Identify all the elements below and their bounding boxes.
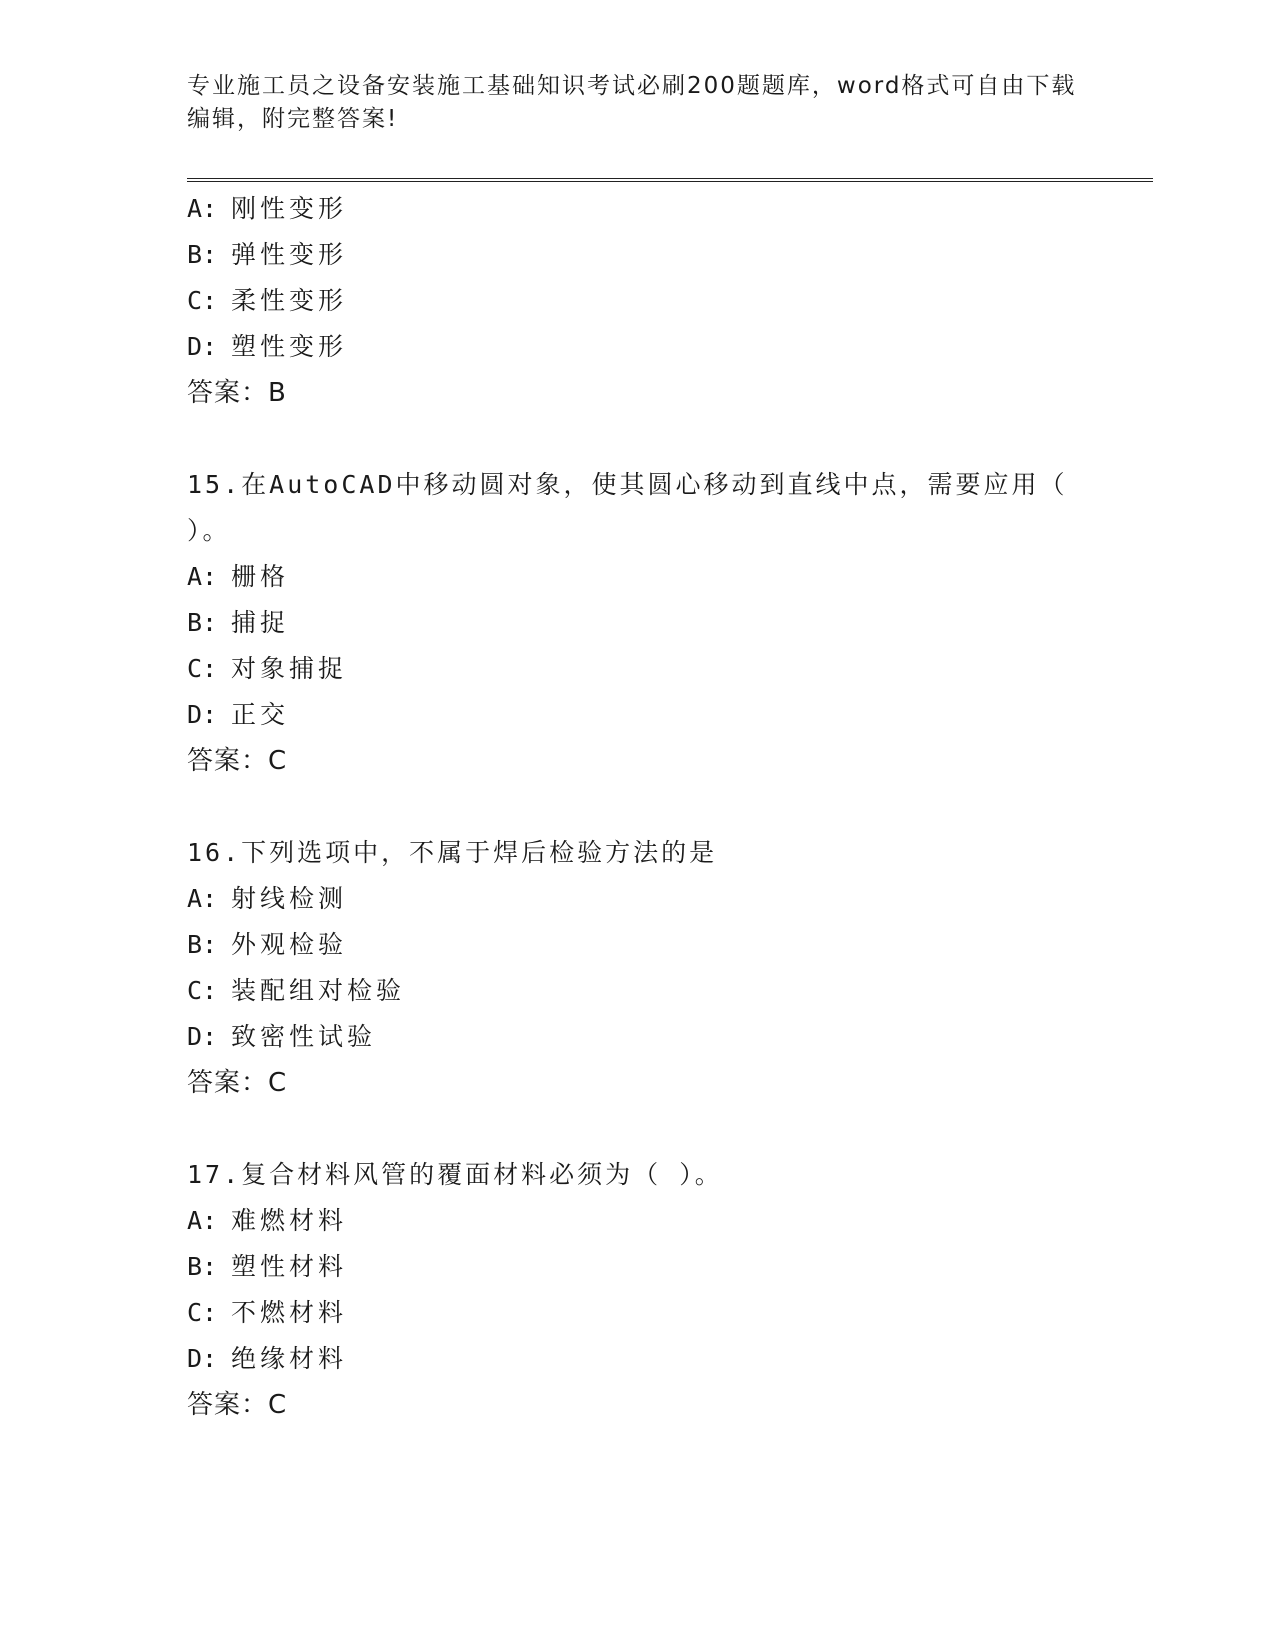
option-letter: B:: [187, 240, 218, 269]
page-header: [187, 70, 1087, 136]
option-letter: A:: [187, 1206, 218, 1235]
option-d: [187, 324, 1087, 370]
answer-line: 答案：C: [187, 1390, 288, 1420]
option-d: [187, 1014, 1087, 1060]
question-16: [187, 830, 1087, 1106]
header-double-rule: [187, 178, 1153, 182]
option-c: [187, 646, 1087, 692]
option-letter: B:: [187, 930, 218, 959]
option-b: [187, 232, 1087, 278]
option-text: 捕捉: [231, 608, 290, 637]
question-content: [187, 186, 1087, 1428]
option-text: 塑性材料: [231, 1252, 348, 1281]
option-c: [187, 968, 1087, 1014]
option-letter: D:: [187, 332, 218, 361]
question-title-cont: ）。: [187, 516, 231, 545]
answer-line: 答案：C: [187, 746, 288, 776]
option-text: 刚性变形: [231, 194, 348, 223]
option-text: 装配组对检验: [231, 976, 406, 1005]
option-text: 射线检测: [231, 884, 348, 913]
question-14: [187, 186, 1087, 416]
option-b: [187, 600, 1087, 646]
option-a: [187, 554, 1087, 600]
option-text: 不燃材料: [231, 1298, 348, 1327]
option-text: 塑性变形: [231, 332, 348, 361]
option-letter: D:: [187, 1344, 218, 1373]
option-a: [187, 1198, 1087, 1244]
question-15: [187, 462, 1087, 784]
option-text: 致密性试验: [231, 1022, 377, 1051]
answer-line: 答案：B: [187, 378, 287, 408]
option-text: 绝缘材料: [231, 1344, 348, 1373]
spacer: [187, 1106, 1087, 1152]
option-letter: B:: [187, 1252, 218, 1281]
option-letter: C:: [187, 976, 218, 1005]
option-text: 柔性变形: [231, 286, 348, 315]
option-d: [187, 1336, 1087, 1382]
option-d: [187, 692, 1087, 738]
option-a: [187, 876, 1087, 922]
option-text: 正交: [231, 700, 290, 729]
option-letter: C:: [187, 286, 218, 315]
option-text: 栅格: [231, 562, 290, 591]
option-b: [187, 1244, 1087, 1290]
question-title: 16.下列选项中，不属于焊后检验方法的是: [187, 838, 718, 867]
option-a: [187, 186, 1087, 232]
header-line-1: 专业施工员之设备安装施工基础知识考试必刷200题题库，word格式可自由下载: [187, 73, 1077, 99]
option-letter: A:: [187, 884, 218, 913]
question-title: 15.在AutoCAD中移动圆对象，使其圆心移动到直线中点，需要应用（: [187, 470, 1068, 499]
option-letter: B:: [187, 608, 218, 637]
question-17: [187, 1152, 1087, 1428]
option-text: 弹性变形: [231, 240, 348, 269]
option-text: 对象捕捉: [231, 654, 348, 683]
header-line-2: 编辑，附完整答案!: [187, 106, 399, 132]
option-letter: C:: [187, 654, 218, 683]
option-text: 难燃材料: [231, 1206, 348, 1235]
option-c: [187, 1290, 1087, 1336]
option-text: 外观检验: [231, 930, 348, 959]
option-letter: C:: [187, 1298, 218, 1327]
option-c: [187, 278, 1087, 324]
spacer: [187, 784, 1087, 830]
option-letter: D:: [187, 700, 218, 729]
answer-line: 答案：C: [187, 1068, 288, 1098]
option-b: [187, 922, 1087, 968]
question-title: 17.复合材料风管的覆面材料必须为（ ）。: [187, 1160, 723, 1189]
option-letter: D:: [187, 1022, 218, 1051]
option-letter: A:: [187, 194, 218, 223]
option-letter: A:: [187, 562, 218, 591]
spacer: [187, 416, 1087, 462]
